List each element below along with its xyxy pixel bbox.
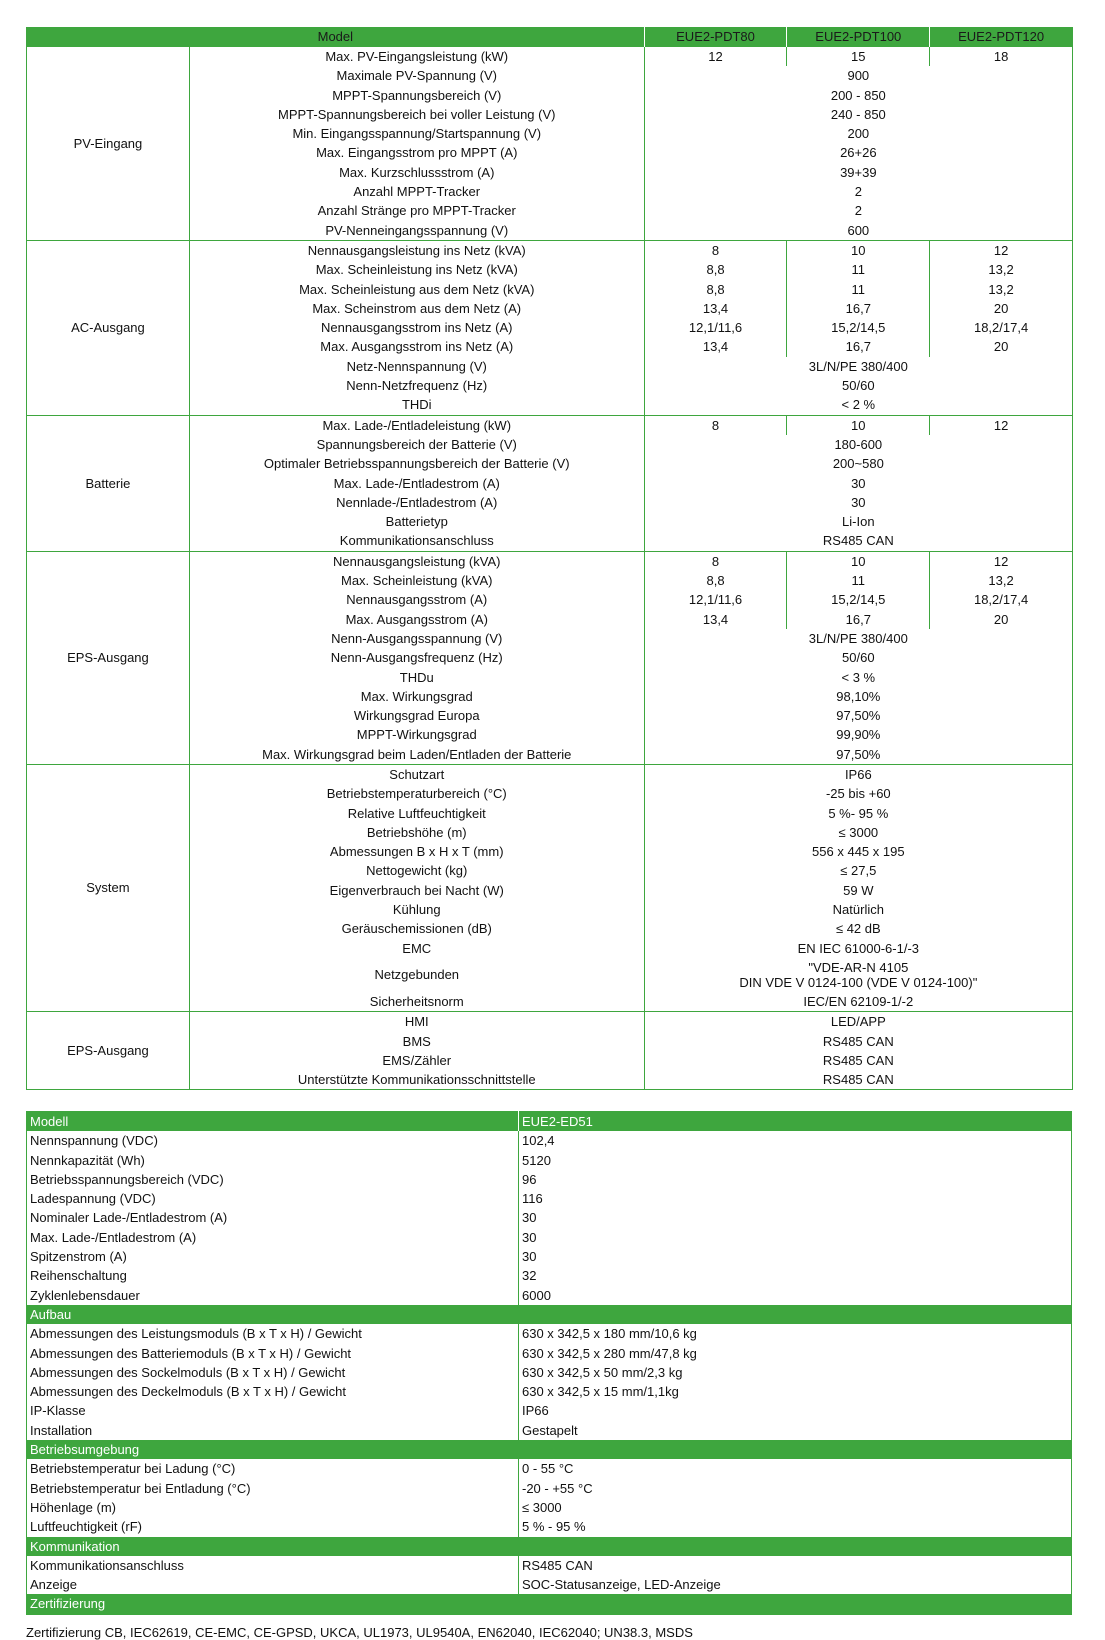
inverter-body — [27, 47, 1073, 1090]
battery-label: Abmessungen des Leistungsmoduls (B x T x H) / Gewicht — [27, 1324, 519, 1343]
merged-value-line: 900 — [847, 68, 870, 84]
spec-label: Max. Wirkungsgrad beim Laden/Entladen der Batterie — [189, 745, 644, 765]
section-title: Zertifizierung — [27, 1594, 1072, 1614]
merged-value-line: < 3 % — [841, 669, 876, 685]
battery-value: 96 — [522, 1171, 537, 1187]
spec-value-merged — [644, 881, 1072, 900]
merged-value-line: 30 — [851, 475, 866, 491]
battery-value: 30 — [522, 1249, 537, 1265]
spec-value: 12 — [644, 47, 787, 67]
merged-value-line: 50/60 — [842, 650, 875, 666]
battery-value: 5120 — [522, 1152, 551, 1168]
spec-value: 18,2/17,4 — [973, 592, 1029, 608]
section-header-row — [27, 1594, 1072, 1614]
spec-value: 20 — [993, 339, 1009, 355]
merged-value-line: ≤ 27,5 — [840, 863, 877, 879]
spec-value-merged — [644, 900, 1072, 919]
spec-row — [27, 240, 1073, 260]
merged-value-line: 200~580 — [832, 456, 884, 472]
spec-row — [27, 764, 1073, 784]
inverter-spec-table — [26, 27, 1073, 1090]
spec-value: 15,2/14,5 — [787, 590, 930, 609]
battery-label: Abmessungen des Batteriemoduls (B x T x H) / Gewicht — [27, 1344, 519, 1363]
merged-value-line: 99,90% — [836, 727, 881, 743]
battery-row — [27, 1266, 1072, 1285]
spec-label: Max. Lade-/Entladeleistung (kW) — [189, 415, 644, 435]
battery-value: 102,4 — [522, 1133, 555, 1149]
spec-label: Nennlade-/Entladestrom (A) — [189, 493, 644, 512]
battery-row — [27, 1151, 1072, 1170]
spec-label: Betriebshöhe (m) — [189, 823, 644, 842]
battery-value: 30 — [522, 1229, 537, 1245]
spec-value-merged — [644, 357, 1072, 376]
spec-value: 8 — [644, 240, 787, 260]
battery-label: Abmessungen des Deckelmoduls (B x T x H) / Gewicht — [27, 1382, 519, 1401]
spec-label: Kommunikationsanschluss — [189, 531, 644, 551]
spec-value: 10 — [787, 240, 930, 260]
battery-value: ≤ 3000 — [522, 1499, 562, 1515]
spec-label: Maximale PV-Spannung (V) — [189, 66, 644, 85]
spec-value-merged — [644, 1051, 1072, 1070]
battery-label: Betriebsspannungsbereich (VDC) — [27, 1170, 519, 1189]
spec-label: Nenn-Ausgangsfrequenz (Hz) — [189, 648, 644, 667]
spec-label: Max. Ausgangsstrom (A) — [189, 610, 644, 629]
group-label: EPS-Ausgang — [27, 551, 190, 764]
merged-value-line: Natürlich — [832, 902, 884, 918]
merged-value-line: 180-600 — [834, 436, 883, 452]
spec-label: Schutzart — [189, 764, 644, 784]
spec-value-merged — [644, 1032, 1072, 1051]
spec-value-merged — [644, 668, 1072, 687]
spec-label: Nennausgangsleistung ins Netz (kVA) — [189, 240, 644, 260]
merged-value-line: "VDE-AR-N 4105 — [808, 959, 909, 975]
spec-label: Betriebstemperaturbereich (°C) — [189, 784, 644, 803]
spec-value: 12,1/11,6 — [644, 318, 787, 337]
spec-label: Nennausgangsstrom (A) — [189, 590, 644, 609]
battery-label: IP-Klasse — [27, 1401, 519, 1420]
spec-value: 20 — [993, 611, 1009, 627]
spec-value: 8 — [644, 415, 787, 435]
battery-row — [27, 1208, 1072, 1227]
spec-label: Max. Ausgangsstrom ins Netz (A) — [189, 337, 644, 356]
spec-label: Max. Scheinleistung (kVA) — [189, 571, 644, 590]
battery-label: Kommunikationsanschluss — [27, 1556, 519, 1575]
merged-value-line: LED/APP — [830, 1014, 886, 1030]
group-label: PV-Eingang — [27, 47, 190, 241]
spec-label: MPPT-Spannungsbereich bei voller Leistung (V) — [189, 105, 644, 124]
section-title: Kommunikation — [27, 1537, 1072, 1556]
spec-value: 15 — [787, 47, 930, 67]
battery-row — [27, 1479, 1072, 1498]
header-model-3: EUE2-PDT120 — [930, 28, 1073, 47]
spec-value: 15,2/14,5 — [787, 318, 930, 337]
section-title: Betriebsumgebung — [27, 1440, 1072, 1459]
header-model-2: EUE2-PDT100 — [787, 28, 930, 47]
spec-value-merged — [644, 493, 1072, 512]
spec-value: 8 — [644, 551, 787, 571]
battery-value: 116 — [522, 1191, 543, 1207]
merged-value-line: 3L/N/PE 380/400 — [808, 358, 908, 374]
battery-value: 0 - 55 °C — [522, 1461, 574, 1477]
section-title: Aufbau — [27, 1305, 1072, 1324]
battery-label: Spitzenstrom (A) — [27, 1247, 519, 1266]
spec-label: Geräuschemissionen (dB) — [189, 919, 644, 938]
spec-label: BMS — [189, 1032, 644, 1051]
spec-label: Max. PV-Eingangsleistung (kW) — [189, 47, 644, 67]
spec-value-merged — [644, 687, 1072, 706]
merged-value-line: 3L/N/PE 380/400 — [808, 630, 908, 646]
battery-row — [27, 1344, 1072, 1363]
battery-row — [27, 1459, 1072, 1478]
spec-value-merged — [644, 105, 1072, 124]
spec-value: 12,1/11,6 — [644, 590, 787, 609]
battery-spec-table — [26, 1111, 1072, 1615]
spec-label: Batterietyp — [189, 512, 644, 531]
battery-value: Gestapelt — [522, 1422, 578, 1438]
spec-value-merged — [644, 784, 1072, 803]
battery-value: 630 x 342,5 x 50 mm/2,3 kg — [522, 1364, 683, 1380]
battery-label: Nennkapazität (Wh) — [27, 1151, 519, 1170]
battery-label: Luftfeuchtigkeit (rF) — [27, 1517, 519, 1536]
battery-row — [27, 1228, 1072, 1247]
spec-value-merged — [644, 66, 1072, 85]
battery-label: Nennspannung (VDC) — [27, 1131, 519, 1150]
battery-row — [27, 1189, 1072, 1208]
battery-label: Betriebstemperatur bei Entladung (°C) — [27, 1479, 519, 1498]
spec-value-merged — [644, 745, 1072, 765]
spec-value: 13,4 — [644, 337, 787, 356]
spec-row — [27, 1012, 1073, 1032]
spec-label: Min. Eingangsspannung/Startspannung (V) — [189, 124, 644, 143]
merged-value-line: 26+26 — [840, 145, 877, 161]
group-label: System — [27, 764, 190, 1011]
spec-value: 18,2/17,4 — [973, 320, 1029, 336]
battery-label: Max. Lade-/Entladestrom (A) — [27, 1228, 519, 1247]
spec-row — [27, 551, 1073, 571]
merged-value-line: RS485 CAN — [822, 1052, 894, 1068]
merged-value-line: 97,50% — [836, 708, 881, 724]
spec-value: 8,8 — [644, 280, 787, 299]
group-label: Batterie — [27, 415, 190, 551]
spec-value-merged — [644, 629, 1072, 648]
spec-label: THDu — [189, 668, 644, 687]
spec-label: Max. Scheinstrom aus dem Netz (A) — [189, 299, 644, 318]
spec-label: Eigenverbrauch bei Nacht (W) — [189, 881, 644, 900]
battery-value: 630 x 342,5 x 15 mm/1,1kg — [522, 1384, 679, 1400]
spec-value-merged — [644, 764, 1072, 784]
spec-value-merged — [644, 648, 1072, 667]
spec-value-merged — [644, 395, 1072, 415]
spec-value-merged — [644, 221, 1072, 241]
spec-value-merged — [644, 86, 1072, 105]
battery-label: Ladespannung (VDC) — [27, 1189, 519, 1208]
battery-label: Zyklenlebensdauer — [27, 1286, 519, 1305]
merged-value-line: 240 - 850 — [830, 106, 886, 122]
spec-value-merged — [644, 376, 1072, 395]
spec-value-merged — [644, 124, 1072, 143]
spec-label: EMS/Zähler — [189, 1051, 644, 1070]
spec-value-merged — [644, 474, 1072, 493]
spec-label: Spannungsbereich der Batterie (V) — [189, 435, 644, 454]
spec-label: MPPT-Wirkungsgrad — [189, 725, 644, 744]
spec-value: 20 — [993, 300, 1009, 316]
spec-label: Optimaler Betriebsspannungsbereich der Batterie (V) — [189, 454, 644, 473]
spec-value-merged — [644, 706, 1072, 725]
header-model: Model — [27, 28, 645, 47]
spec-value-merged — [644, 823, 1072, 842]
merged-value-line: ≤ 42 dB — [835, 921, 881, 937]
battery-row — [27, 1575, 1072, 1594]
merged-value-line: RS485 CAN — [822, 1033, 894, 1049]
battery-value: IP66 — [522, 1403, 549, 1419]
battery-header-model: EUE2-ED51 — [519, 1112, 1072, 1132]
battery-row — [27, 1498, 1072, 1517]
spec-value: 10 — [787, 415, 930, 435]
merged-value-line: ≤ 3000 — [838, 824, 879, 840]
merged-value-line: 556 x 445 x 195 — [812, 844, 905, 860]
merged-value-line: RS485 CAN — [822, 1072, 894, 1088]
battery-value: 30 — [522, 1210, 537, 1226]
spec-value-merged — [644, 992, 1072, 1012]
battery-value: SOC-Statusanzeige, LED-Anzeige — [522, 1577, 721, 1593]
battery-label: Anzeige — [27, 1575, 519, 1594]
merged-value-line: 5 %- 95 % — [828, 805, 889, 821]
spec-label: Max. Wirkungsgrad — [189, 687, 644, 706]
spec-row — [27, 415, 1073, 435]
spec-label: Nennausgangsleistung (kVA) — [189, 551, 644, 571]
spec-value: 10 — [787, 551, 930, 571]
spec-value-merged — [644, 143, 1072, 162]
spec-value: 11 — [787, 280, 930, 299]
merged-value-line: EN IEC 61000-6-1/-3 — [797, 940, 920, 956]
spec-value: 16,7 — [787, 337, 930, 356]
spec-value-merged — [644, 919, 1072, 938]
spec-value-merged — [644, 861, 1072, 880]
battery-row — [27, 1247, 1072, 1266]
battery-label: Nominaler Lade-/Entladestrom (A) — [27, 1208, 519, 1227]
spec-value-merged — [644, 958, 1072, 992]
spec-value-merged — [644, 939, 1072, 958]
battery-row — [27, 1421, 1072, 1440]
merged-value-line: 2 — [854, 203, 862, 219]
spec-value: 16,7 — [787, 299, 930, 318]
battery-header-row — [27, 1112, 1072, 1132]
spec-row — [27, 47, 1073, 67]
spec-value-merged — [644, 1012, 1072, 1032]
merged-value-line: IEC/EN 62109-1/-2 — [803, 993, 914, 1009]
battery-row — [27, 1401, 1072, 1420]
spec-value: 13,4 — [644, 299, 787, 318]
spec-value: 12 — [930, 240, 1073, 260]
spec-label: Nenn-Ausgangsspannung (V) — [189, 629, 644, 648]
merged-value-line: IP66 — [844, 766, 872, 782]
battery-value: RS485 CAN — [522, 1557, 593, 1573]
spec-value: 13,2 — [988, 281, 1014, 297]
battery-row — [27, 1131, 1072, 1150]
spec-label: THDi — [189, 395, 644, 415]
battery-value: 32 — [522, 1268, 537, 1284]
spec-label: Max. Scheinleistung ins Netz (kVA) — [189, 260, 644, 279]
battery-label: Reihenschaltung — [27, 1266, 519, 1285]
battery-value: 5 % - 95 % — [522, 1519, 586, 1535]
spec-value-merged — [644, 1070, 1072, 1090]
spec-value-merged — [644, 454, 1072, 473]
header-model-1: EUE2-PDT80 — [644, 28, 787, 47]
merged-value-line: 30 — [851, 494, 866, 510]
battery-row — [27, 1517, 1072, 1536]
spec-label: Netzgebunden — [189, 958, 644, 992]
merged-value-line: 97,50% — [836, 746, 881, 762]
merged-value-line: 50/60 — [842, 378, 875, 394]
spec-label: Unterstützte Kommunikationsschnittstelle — [189, 1070, 644, 1090]
group-label: EPS-Ausgang — [27, 1012, 190, 1090]
battery-value: 6000 — [522, 1287, 551, 1303]
merged-value-line: 59 W — [843, 882, 874, 898]
battery-row — [27, 1556, 1072, 1575]
spec-value: 8,8 — [644, 571, 787, 590]
spec-label: Max. Lade-/Entladestrom (A) — [189, 474, 644, 493]
spec-label: Max. Kurzschlussstrom (A) — [189, 163, 644, 182]
spec-value: 12 — [930, 551, 1073, 571]
spec-value: 13,2 — [988, 573, 1014, 589]
spec-value: 11 — [787, 260, 930, 279]
spec-value: 13,4 — [644, 610, 787, 629]
merged-value-line: 2 — [854, 184, 862, 200]
spec-label: Nennausgangsstrom ins Netz (A) — [189, 318, 644, 337]
battery-row — [27, 1170, 1072, 1189]
spec-value: 13,2 — [988, 262, 1014, 278]
spec-label: Max. Eingangsstrom pro MPPT (A) — [189, 143, 644, 162]
battery-header-label: Modell — [27, 1112, 519, 1132]
spec-value-merged — [644, 182, 1072, 201]
spec-label: Nenn-Netzfrequenz (Hz) — [189, 376, 644, 395]
inverter-header-row — [27, 28, 1073, 47]
merged-value-line: 600 — [847, 222, 870, 238]
battery-label: Höhenlage (m) — [27, 1498, 519, 1517]
spec-value-merged — [644, 201, 1072, 220]
battery-value: 630 x 342,5 x 280 mm/47,8 kg — [522, 1345, 697, 1361]
battery-label: Betriebstemperatur bei Ladung (°C) — [27, 1459, 519, 1478]
spec-label: Abmessungen B x H x T (mm) — [189, 842, 644, 861]
merged-value-line: Li-Ion — [842, 514, 875, 530]
merged-value-line: 39+39 — [840, 164, 877, 180]
battery-row — [27, 1363, 1072, 1382]
spec-value-merged — [644, 531, 1072, 551]
battery-label: Installation — [27, 1421, 519, 1440]
spec-label: Anzahl MPPT-Tracker — [189, 182, 644, 201]
battery-row — [27, 1286, 1072, 1305]
section-header-row — [27, 1440, 1072, 1459]
merged-value-line: 98,10% — [836, 688, 881, 704]
spec-label: Netz-Nennspannung (V) — [189, 357, 644, 376]
spec-label: MPPT-Spannungsbereich (V) — [189, 86, 644, 105]
spec-label: PV-Nenneingangsspannung (V) — [189, 221, 644, 241]
spec-value-merged — [644, 842, 1072, 861]
spec-label: Max. Scheinleistung aus dem Netz (kVA) — [189, 280, 644, 299]
battery-body — [27, 1112, 1072, 1615]
spec-value: 16,7 — [787, 610, 930, 629]
spec-value-merged — [644, 512, 1072, 531]
spec-label: Anzahl Stränge pro MPPT-Tracker — [189, 201, 644, 220]
merged-value-line: -25 bis +60 — [825, 786, 891, 802]
spec-label: Relative Luftfeuchtigkeit — [189, 804, 644, 823]
spec-value: 11 — [787, 571, 930, 590]
spec-label: EMC — [189, 939, 644, 958]
battery-value: 630 x 342,5 x 180 mm/10,6 kg — [522, 1326, 697, 1342]
spec-label: Kühlung — [189, 900, 644, 919]
group-label: AC-Ausgang — [27, 240, 190, 415]
spec-label: Sicherheitsnorm — [189, 992, 644, 1012]
battery-label: Abmessungen des Sockelmoduls (B x T x H) / Gewicht — [27, 1363, 519, 1382]
battery-row — [27, 1382, 1072, 1401]
spec-label: Nettogewicht (kg) — [189, 861, 644, 880]
merged-value-line: < 2 % — [841, 397, 876, 413]
spec-value: 12 — [930, 415, 1073, 435]
merged-value-line: 200 - 850 — [830, 87, 886, 103]
merged-value-line: 200 — [847, 126, 870, 142]
spec-label: Wirkungsgrad Europa — [189, 706, 644, 725]
spec-label: HMI — [189, 1012, 644, 1032]
spec-value: 18 — [930, 47, 1073, 67]
battery-value: -20 - +55 °C — [522, 1480, 593, 1496]
spec-value-merged — [644, 725, 1072, 744]
merged-value-line-2: DIN VDE V 0124-100 (VDE V 0124-100)" — [739, 974, 978, 990]
spec-value-merged — [644, 804, 1072, 823]
spec-value: 8,8 — [644, 260, 787, 279]
spec-value-merged — [644, 163, 1072, 182]
section-header-row — [27, 1305, 1072, 1324]
spec-value-merged — [644, 435, 1072, 454]
merged-value-line: RS485 CAN — [822, 533, 894, 549]
section-header-row — [27, 1537, 1072, 1556]
certification-text: Zertifizierung CB, IEC62619, CE-EMC, CE-GPSD, UKCA, UL1973, UL9540A, EN62040, IEC62040; UN38.3, MSDS — [26, 1625, 693, 1640]
battery-row — [27, 1324, 1072, 1343]
